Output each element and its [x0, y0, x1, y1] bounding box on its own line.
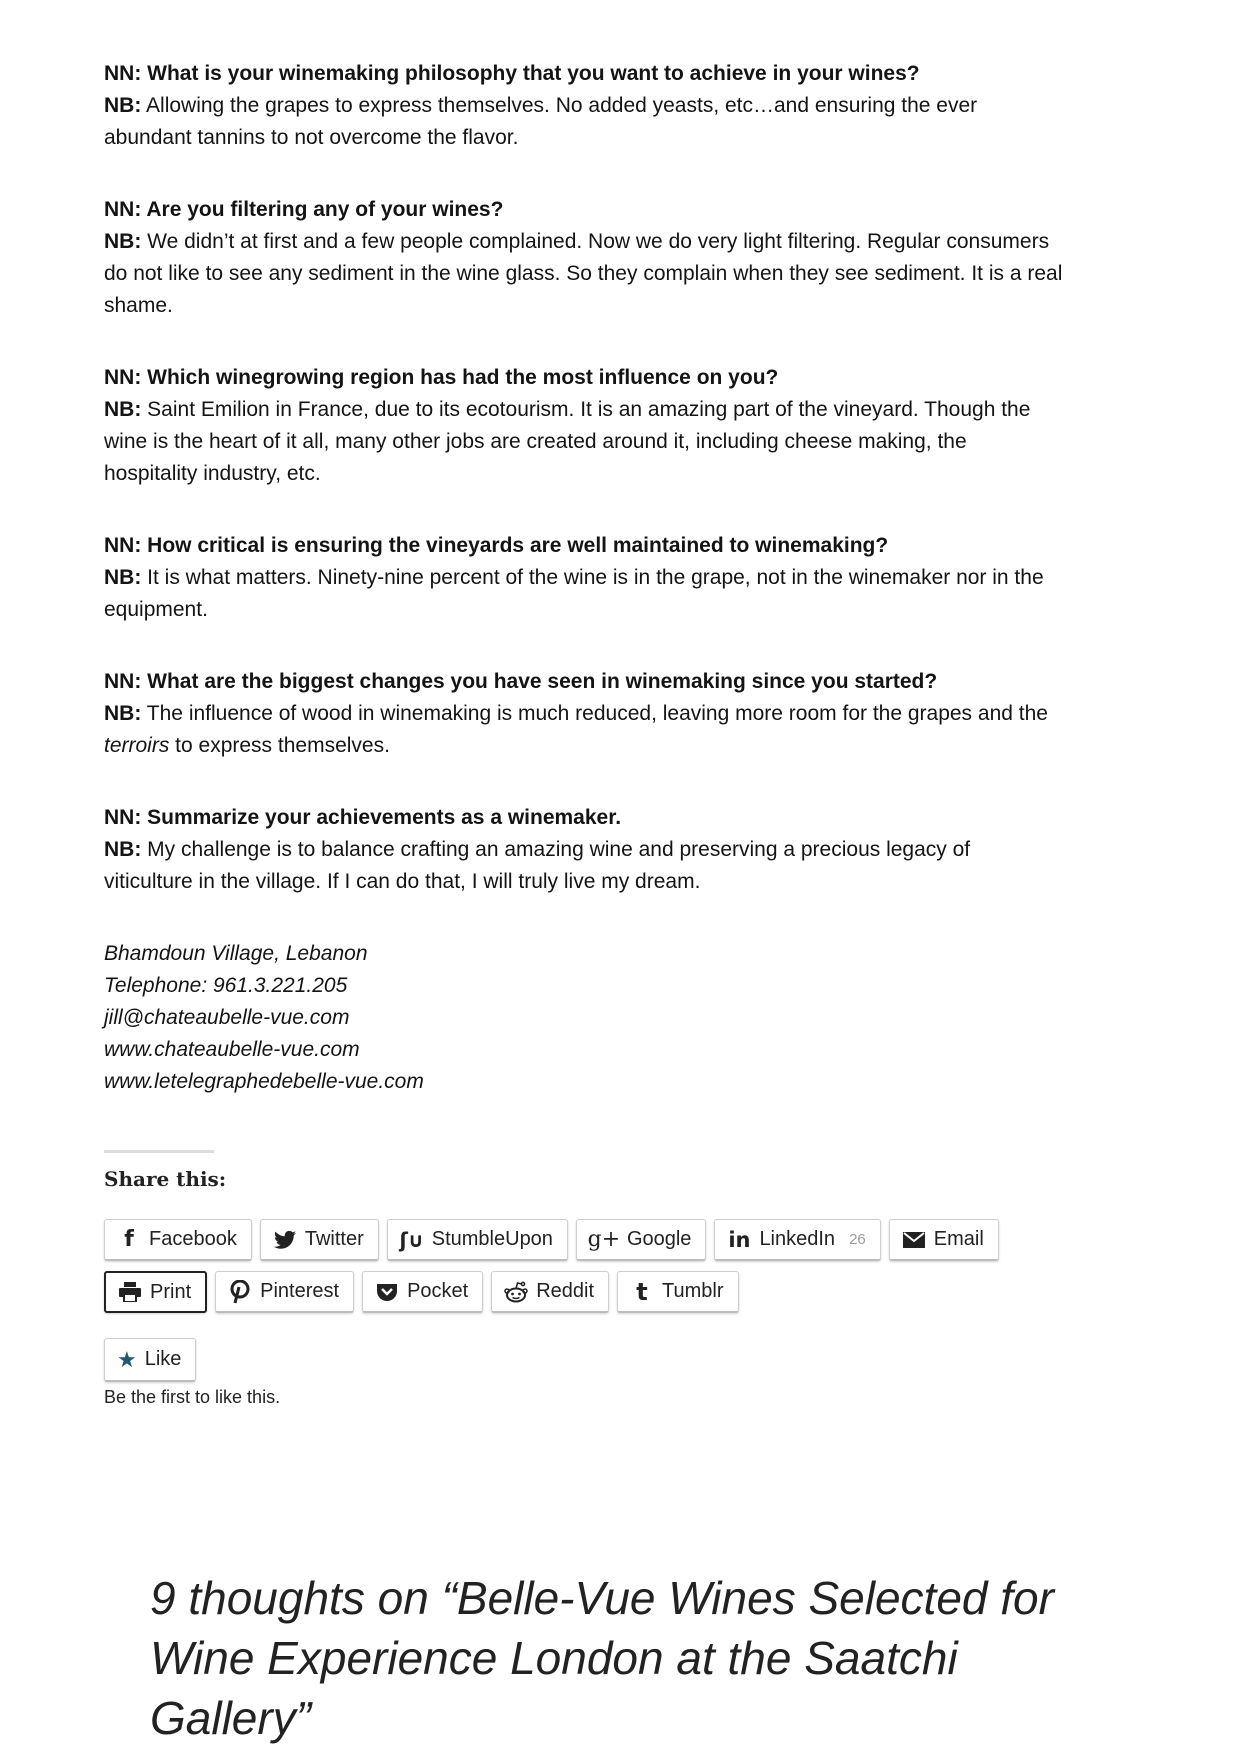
- answer: [104, 90, 1064, 154]
- share-email-button[interactable]: [889, 1219, 999, 1261]
- print-icon: [118, 1280, 142, 1304]
- qa-item: [104, 362, 1064, 490]
- contact-address: Bhamdoun Village, Lebanon: [104, 942, 368, 965]
- question: NN: What are the biggest changes you have seen in winemaking since you started?: [104, 670, 938, 693]
- button-label: Pocket: [407, 1280, 469, 1302]
- reddit-icon: [504, 1280, 528, 1304]
- question: NN: Summarize your achievements as a winemaker.: [104, 806, 622, 829]
- google-plus-icon: g+: [587, 1227, 621, 1252]
- share-stumbleupon-button[interactable]: [387, 1219, 568, 1261]
- share-title: Share this:: [104, 1167, 227, 1191]
- question: NN: Are you filtering any of your wines?: [104, 198, 504, 221]
- answer-text: Allowing the grapes to express themselves. No added yeasts, etc…and ensuring the ever abundant tannins to not overcome the flavor.: [104, 94, 978, 149]
- answer-label: NB:: [104, 398, 142, 421]
- contact-info: [104, 938, 1064, 1098]
- pinterest-icon: [228, 1280, 252, 1304]
- answer-label: NB:: [104, 566, 142, 589]
- share-print-button[interactable]: [104, 1271, 207, 1313]
- question: NN: How critical is ensuring the vineyards are well maintained to winemaking?: [104, 534, 889, 557]
- button-label: Facebook: [149, 1228, 237, 1250]
- button-label: Print: [150, 1280, 192, 1303]
- button-label: Email: [933, 1228, 984, 1250]
- answer-label: NB:: [104, 230, 142, 253]
- question: NN: What is your winemaking philosophy that you want to achieve in your wines?: [104, 62, 920, 85]
- share-google-button[interactable]: [576, 1219, 707, 1261]
- share-buttons-row: [104, 1271, 747, 1313]
- button-label: Tumblr: [662, 1280, 724, 1302]
- answer: [104, 698, 1064, 762]
- answer: [104, 226, 1064, 322]
- tumblr-icon: t: [636, 1277, 648, 1306]
- star-icon: ★: [117, 1346, 137, 1372]
- button-label: Google: [626, 1228, 692, 1250]
- share-count: 26: [849, 1231, 866, 1248]
- stumbleupon-icon: ʃ∪: [399, 1227, 425, 1252]
- facebook-icon: f: [124, 1227, 134, 1252]
- answer: [104, 394, 1064, 490]
- share-facebook-button[interactable]: [104, 1219, 252, 1261]
- answer-text: We didn’t at first and a few people complained. Now we do very light filtering. Regular consumers do not like to see any sediment in the wine glass. So they complain when they see sediment. It is a real shame.: [104, 230, 1063, 317]
- contact-website[interactable]: www.letelegraphedebelle-vue.com: [104, 1070, 424, 1093]
- answer-label: NB:: [104, 94, 142, 117]
- answer-text: The influence of wood in winemaking is much reduced, leaving more room for the grapes and the: [146, 702, 1048, 725]
- answer-label: NB:: [104, 702, 142, 725]
- twitter-icon: [273, 1228, 297, 1252]
- linkedin-icon: in: [728, 1227, 751, 1252]
- contact-phone: Telephone: 961.3.221.205: [104, 974, 348, 997]
- answer-emphasis: terroirs: [104, 734, 170, 757]
- contact-website[interactable]: www.chateaubelle-vue.com: [104, 1038, 360, 1061]
- share-linkedin-button[interactable]: [714, 1219, 880, 1261]
- share-tumblr-button[interactable]: [617, 1271, 738, 1313]
- question: NN: Which winegrowing region has had the most influence on you?: [104, 366, 779, 389]
- answer-label: NB:: [104, 838, 142, 861]
- answer-text: My challenge is to balance crafting an amazing wine and preserving a precious legacy of viticulture in the village. If I can do that, I will truly live my dream.: [104, 838, 971, 893]
- answer-text: It is what matters. Ninety-nine percent of the wine is in the grape, not in the winemaker nor in the equipment.: [104, 566, 1044, 621]
- like-label: Like: [144, 1348, 182, 1370]
- qa-item: [104, 802, 1064, 898]
- like-note: Be the first to like this.: [104, 1387, 281, 1407]
- share-reddit-button[interactable]: [491, 1271, 609, 1313]
- contact-email[interactable]: jill@chateaubelle-vue.com: [104, 1006, 350, 1029]
- answer-text: Saint Emilion in France, due to its ecotourism. It is an amazing part of the vineyard. Though the wine is the heart of it all, many other jobs are created around it, including cheese making, the hospitality industry, etc.: [104, 398, 1031, 485]
- button-label: Reddit: [536, 1280, 595, 1302]
- answer-text: to express themselves.: [169, 734, 390, 757]
- answer: [104, 834, 1064, 898]
- divider: [104, 1150, 214, 1153]
- pocket-icon: [375, 1280, 399, 1304]
- qa-item: [104, 666, 1064, 762]
- comments-title: 9 thoughts on “Belle-Vue Wines Selected for Wine Experience London at the Saatchi Gallery”: [150, 1572, 1054, 1744]
- article-body: [104, 58, 1064, 1098]
- answer: [104, 562, 1064, 626]
- qa-item: [104, 58, 1064, 154]
- email-icon: [902, 1228, 926, 1252]
- button-label: LinkedIn: [759, 1228, 836, 1250]
- button-label: StumbleUpon: [431, 1228, 553, 1250]
- share-twitter-button[interactable]: [260, 1219, 379, 1261]
- share-pocket-button[interactable]: [362, 1271, 483, 1313]
- button-label: Pinterest: [260, 1280, 340, 1302]
- like-button[interactable]: [104, 1338, 196, 1382]
- qa-item: [104, 530, 1064, 626]
- qa-item: [104, 194, 1064, 322]
- share-buttons-row: [104, 1219, 1007, 1261]
- share-pinterest-button[interactable]: [215, 1271, 354, 1313]
- button-label: Twitter: [304, 1228, 364, 1250]
